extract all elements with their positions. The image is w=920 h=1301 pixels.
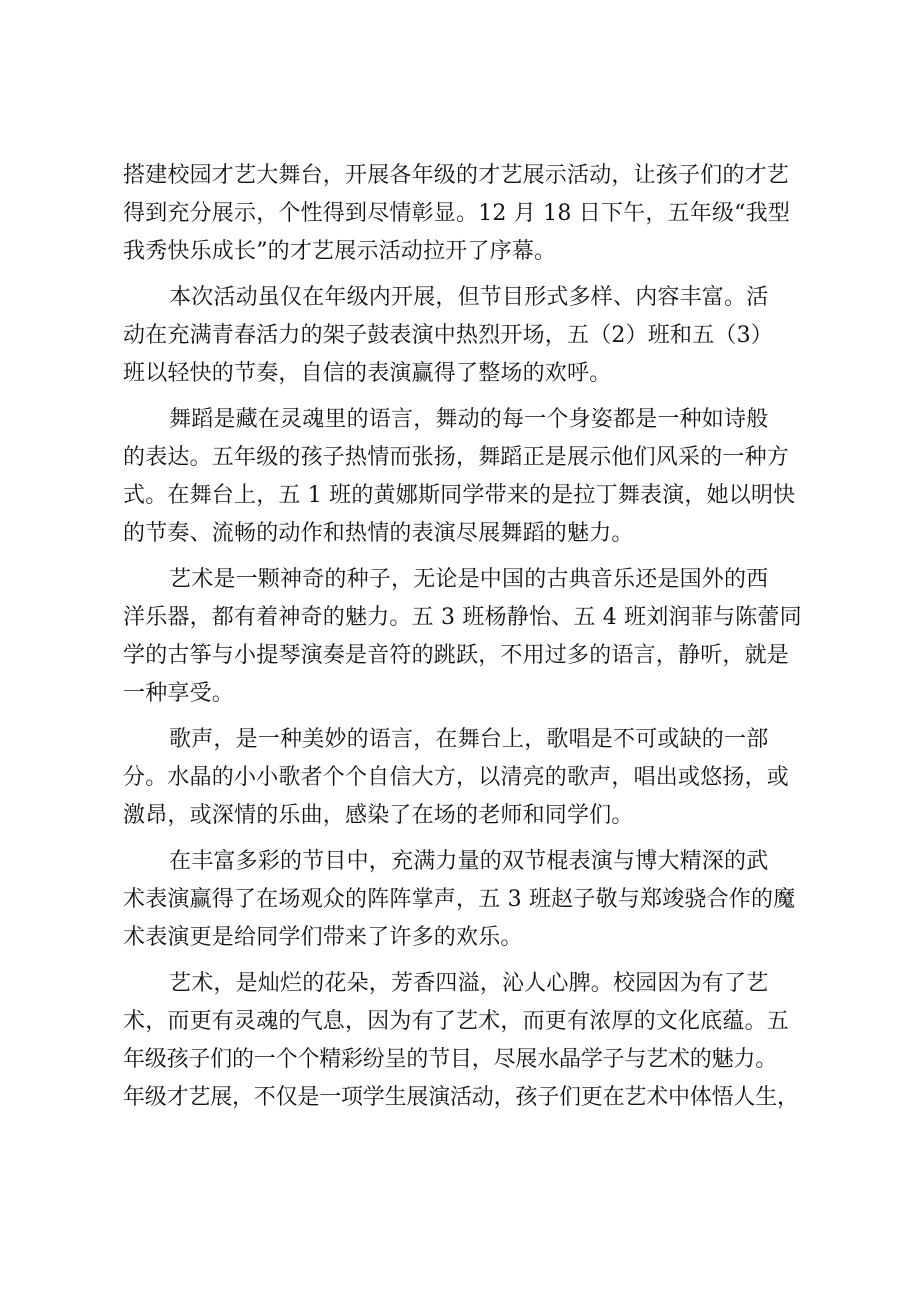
- text-line: 的表达。五年级的孩子热情而张扬，舞蹈正是展示他们风采的一种方: [123, 445, 790, 470]
- text-line: 的节奏、流畅的动作和热情的表演尽展舞蹈的魅力。: [123, 521, 634, 546]
- text-line: 搭建校园才艺大舞台，开展各年级的才艺展示活动，让孩子们的才艺: [123, 163, 790, 188]
- text-line: 激昂，或深情的乐曲，感染了在场的老师和同学们。: [123, 803, 634, 828]
- text-line: 年级孩子们的一个个精彩纷呈的节目，尽展水晶学子与艺术的魅力。: [123, 1047, 778, 1072]
- text-line: 术，而更有灵魂的气息，因为有了艺术，而更有浓厚的文化底蕴。五: [123, 1009, 790, 1034]
- text-line: 术表演赢得了在场观众的阵阵掌声，五 3 班赵子敬与郑竣骁合作的魔: [123, 887, 796, 912]
- text-line: 本次活动虽仅在年级内开展，但节目形式多样、内容丰富。活: [169, 285, 769, 310]
- text-line: 我秀快乐成长”的才艺展示活动拉开了序幕。: [123, 239, 557, 264]
- text-line: 术表演更是给同学们带来了许多的欢乐。: [123, 925, 523, 950]
- text-line: 洋乐器，都有着神奇的魅力。五 3 班杨静怡、五 4 班刘润菲与陈蕾同: [123, 605, 802, 630]
- text-line: 在丰富多彩的节目中，充满力量的双节棍表演与博大精深的武: [169, 849, 769, 874]
- text-line: 班以轻快的节奏，自信的表演赢得了整场的欢呼。: [123, 361, 612, 386]
- text-line: 动在充满青春活力的架子鼓表演中热烈开场，五（2）班和五（3）: [123, 323, 773, 348]
- article-body: [123, 157, 813, 1117]
- text-line: 舞蹈是藏在灵魂里的语言，舞动的每一个身姿都是一种如诗般: [169, 407, 769, 432]
- text-line: 式。在舞台上，五 1 班的黄娜斯同学带来的是拉丁舞表演，她以明快: [123, 483, 796, 508]
- text-line: 年级才艺展，不仅是一项学生展演活动，孩子们更在艺术中体悟人生，: [123, 1085, 799, 1110]
- text-line: 艺术，是灿烂的花朵，芳香四溢，沁人心脾。校园因为有了艺: [169, 971, 769, 996]
- text-line: 艺术是一颗神奇的种子，无论是中国的古典音乐还是国外的西: [169, 567, 769, 592]
- text-line: 歌声，是一种美妙的语言，在舞台上，歌唱是不可或缺的一部: [169, 727, 769, 752]
- text-line: 分。水晶的小小歌者个个自信大方，以清亮的歌声，唱出或悠扬，或: [123, 765, 790, 790]
- text-line: 学的古筝与小提琴演奏是音符的跳跃，不用过多的语言，静听，就是: [123, 643, 790, 668]
- text-line: 得到充分展示，个性得到尽情彰显。12 月 18 日下午，五年级“我型: [123, 201, 791, 226]
- text-line: 一种享受。: [123, 681, 235, 706]
